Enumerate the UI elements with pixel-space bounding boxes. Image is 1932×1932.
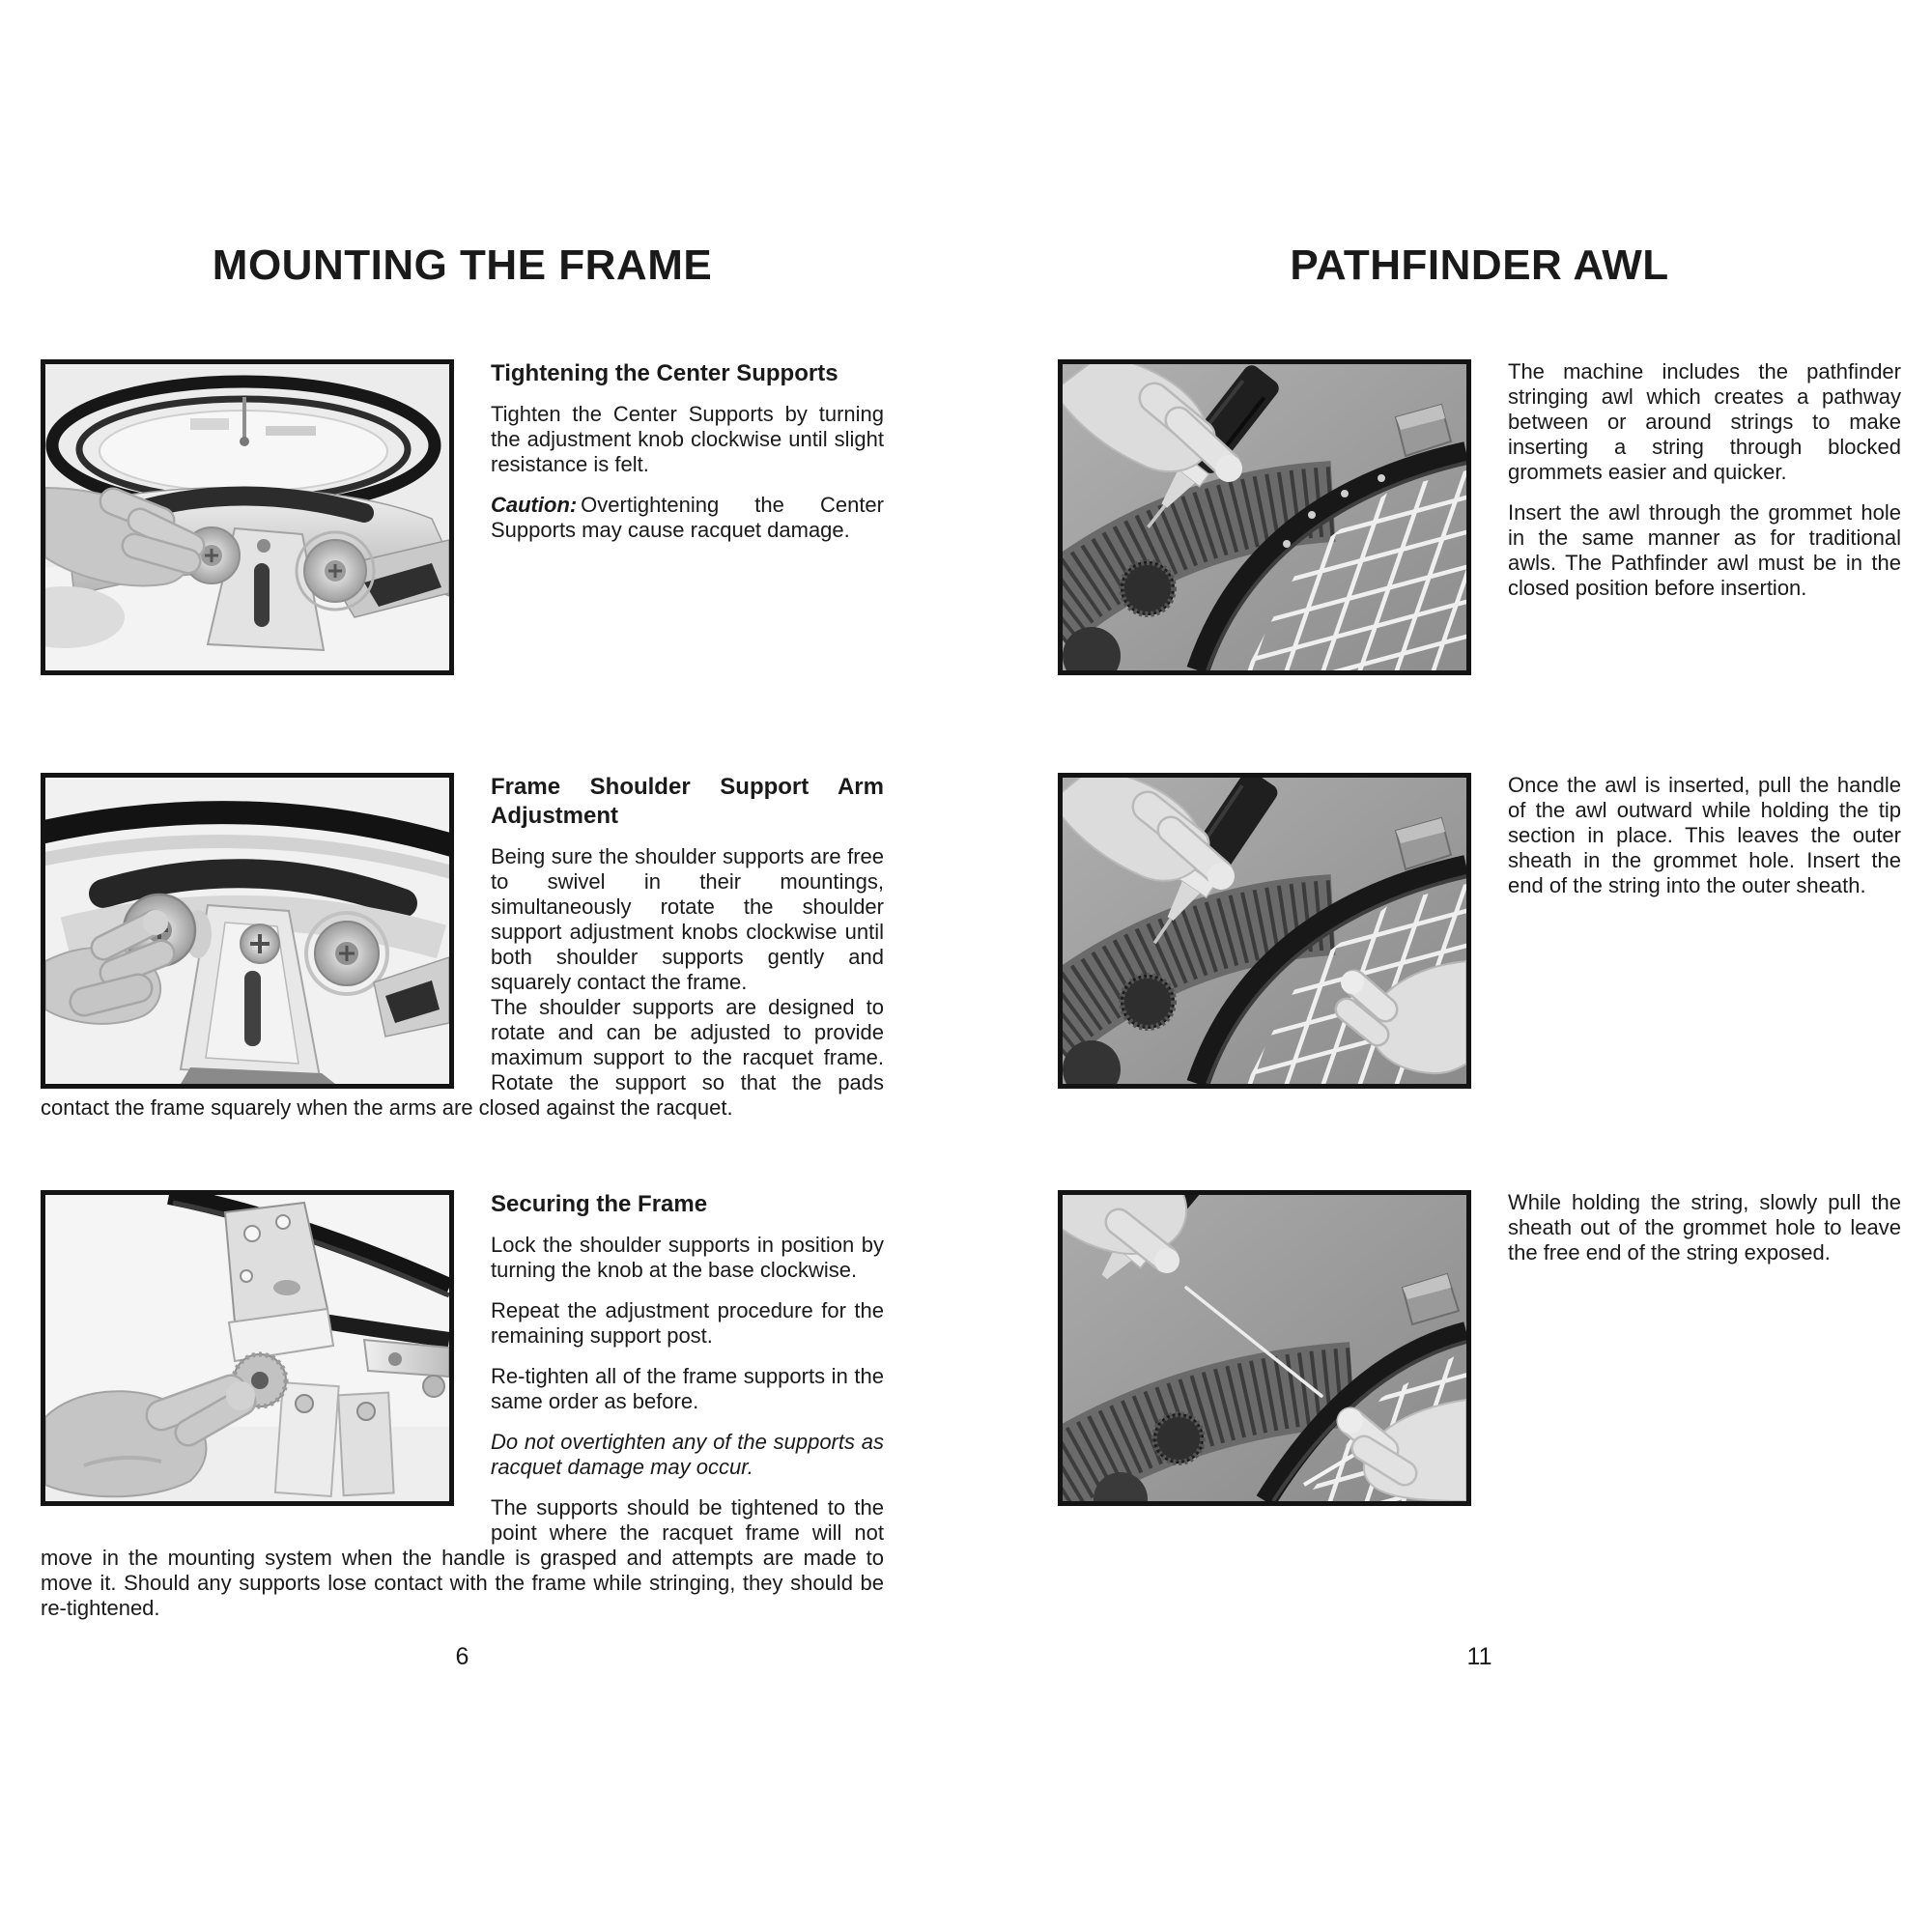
section-heading: Tightening the Center Supports [491, 360, 838, 386]
paragraph: While holding the string, slowly pull the sheath out of the grommet hole to leave the free end of the string exposed. [1508, 1190, 1901, 1264]
mounting-machine-photo-1 [45, 364, 449, 670]
photo-securing-the-frame [41, 1190, 454, 1506]
paragraph: The machine includes the pathfinder stringing awl which creates a pathway between or around strings to make inserting a string through blocked grommets easier and quicker. [1508, 359, 1901, 484]
paragraph: Being sure the shoulder supports are free to swivel in their mountings, simultaneously rotate the shoulder support adjustment knobs clockwise until both shoulder supports gently and squarely contact the frame. [491, 844, 884, 994]
paragraph: Tighten the Center Supports by turning the adjustment knob clockwise until slight resistance is felt. [491, 402, 884, 476]
paragraph: Repeat the adjustment procedure for the remaining support post. [491, 1298, 884, 1348]
right-page [1058, 0, 1901, 1932]
paragraph: Once the awl is inserted, pull the handle of the awl outward while holding the tip section in place. This leaves the outer sheath in the grommet hole. Insert the end of the string into the outer sheath. [1508, 773, 1901, 897]
section-shoulder-support-adjustment [41, 773, 884, 1121]
pathfinder-awl-photo-3 [1063, 1195, 1466, 1501]
section-heading: Frame Shoulder Support Arm Adjustment [491, 774, 884, 829]
page-number: 6 [455, 1643, 469, 1670]
caution-label: Caution: [491, 493, 578, 517]
mounting-machine-photo-2 [45, 778, 449, 1084]
section-pathfinder-intro [1058, 359, 1901, 675]
page-number: 11 [1466, 1643, 1492, 1670]
paragraph: Insert the awl through the grommet hole in the same manner as for traditional awls. The Pathfinder awl must be in the closed position before insertion. [1508, 500, 1901, 600]
section-outer-sheath [1058, 773, 1901, 1089]
photo-shoulder-support-adjustment [41, 773, 454, 1089]
paragraph-italic: Do not overtighten any of the supports as racquet damage may occur. [491, 1430, 884, 1479]
section-heading: Securing the Frame [491, 1191, 708, 1217]
paragraph: Re-tighten all of the frame supports in the same order as before. [491, 1364, 884, 1413]
pathfinder-awl-photo-2 [1063, 778, 1466, 1084]
photo-tightening-center-supports [41, 359, 454, 675]
mounting-machine-photo-3 [45, 1195, 449, 1501]
section-pull-sheath [1058, 1190, 1901, 1506]
page-title: MOUNTING THE FRAME [212, 242, 713, 289]
photo-awl-pull-handle [1058, 773, 1471, 1089]
paragraph: The shoulder supports are designed to rotate and can be adjusted to provide maximum support to the racquet frame. Rotate the support so that the pads contact the frame squarely when the arms are closed against the racquet. [41, 995, 884, 1120]
section-securing-the-frame [41, 1190, 884, 1621]
pathfinder-awl-photo-1 [1063, 364, 1466, 670]
page-title: PATHFINDER AWL [1290, 242, 1669, 289]
photo-pull-sheath [1058, 1190, 1471, 1506]
section-tightening-center-supports [41, 359, 884, 675]
caution-text: Overtightening the Center Supports may cause racquet damage. [491, 493, 884, 542]
left-page [41, 0, 884, 1932]
paragraph: Lock the shoulder supports in position by turning the knob at the base clockwise. [491, 1233, 884, 1282]
photo-awl-insertion [1058, 359, 1471, 675]
paragraph: The supports should be tightened to the point where the racquet frame will not move in the mounting system when the handle is grasped and attempts are made to move it. Should any supports lose contact with the frame while stringing, they should be re-tightened. [41, 1495, 884, 1620]
